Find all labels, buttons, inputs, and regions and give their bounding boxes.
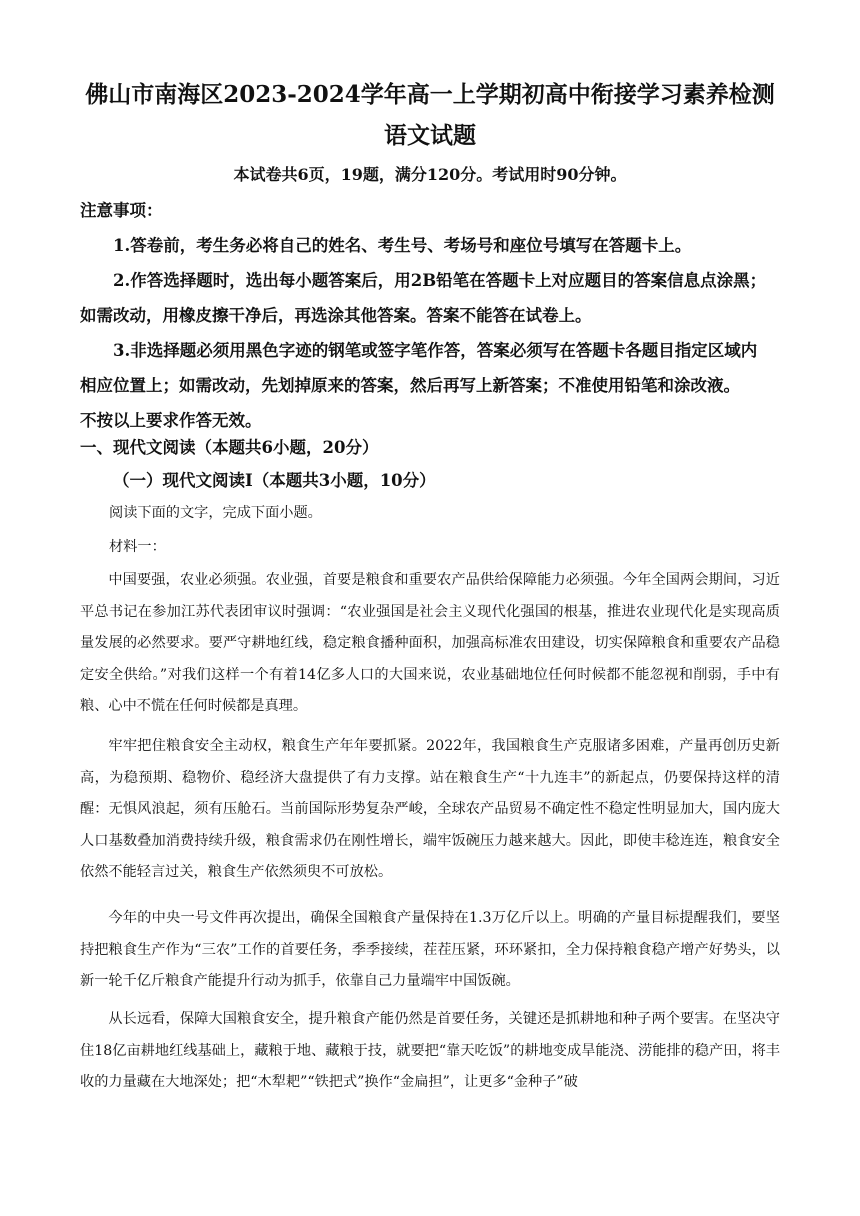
- notice-item-2: 2.作答选择题时，选出每小题答案后，用2B铅笔在答题卡上对应题目的答案信息点涂黑；: [113, 271, 767, 290]
- notice-item-3-end: 不按以上要求作答无效。: [80, 411, 262, 430]
- notice-heading: 注意事项：: [80, 201, 163, 220]
- notice-item-3-cont: 相应位置上；如需改动，先划掉原来的答案，然后再写上新答案；不准使用铅笔和涂改液。: [80, 376, 740, 395]
- paragraph-1: 中国要强，农业必须强。农业强，首要是粮食和重要农产品供给保障能力必须强。今年全国两会期间，习近平总书记在参加江苏代表团审议时强调：“农业强国是社会主义现代化强国的根基，推进农业现代化是实现高质量发展的必然要求。要严守耕地红线，稳定粮食播种面积，加强高标准农田建设，切实保障粮食和重要农产品稳定安全供给。”对我们这样一个有着14亿多人口的大国来说，农业基础地位任何时候都不能忽视和削弱，手中有粮、心中不慌在任何时候都是真理。: [80, 572, 780, 714]
- reading-instruction: 阅读下面的文字，完成下面小题。: [109, 505, 322, 521]
- exam-subject-title: 语文试题: [384, 122, 476, 149]
- paragraph-2: 牢牢把住粮食安全主动权，粮食生产年年要抓紧。2022年，我国粮食生产克服诸多困难，产量再创历史新高，为稳预期、稳物价、稳经济大盘提供了有力支撑。站在粮食生产“十九连丰”的新起点，仍要保持这样的清醒：无惧风浪起，须有压舱石。当前国际形势复杂严峻，全球农产品贸易不确定性不稳定性明显加大，国内庞大人口基数叠加消费持续升级，粮食需求仍在刚性增长，端牢饭碗压力越来越大。因此，即使丰稔连连，粮食安全依然不能轻言过关，粮食生产依然须臾不可放松。: [80, 738, 780, 880]
- exam-summary: 本试卷共6页，19题，满分120分。考试用时90分钟。: [233, 165, 627, 184]
- paragraph-3: 今年的中央一号文件再次提出，确保全国粮食产量保持在1.3万亿斤以上。明确的产量目标提醒我们，要坚持把粮食生产作为“三农”工作的首要任务，季季接续，茬茬压紧，环环紧扣，全力保持粮食稳产增产好势头，以新一轮千亿斤粮食产能提升行动为抓手，依靠自己力量端牢中国饭碗。: [80, 910, 780, 989]
- material-label: 材料一：: [109, 539, 166, 555]
- section-subheading: （一）现代文阅读Ⅰ（本题共3小题，10分）: [113, 471, 436, 490]
- notice-item-1: 1.答卷前，考生务必将自己的姓名、考生号、考场号和座位号填写在答题卡上。: [113, 236, 692, 255]
- notice-item-2-cont: 如需改动，用橡皮擦干净后，再选涂其他答案。答案不能答在试卷上。: [80, 306, 592, 325]
- notice-item-3: 3.非选择题必须用黑色字迹的钢笔或签字笔作答，答案必须写在答题卡各题目指定区域内: [113, 341, 758, 360]
- paragraph-4: 从长远看，保障大国粮食安全，提升粮食产能仍然是首要任务，关键还是抓耕地和种子两个要害。在坚决守住18亿亩耕地红线基础上，藏粮于地、藏粮于技，就要把“靠天吃饭”的耕地变成旱能浇、涝能排的稳产田，将丰收的力量藏在大地深处；把“木犁耙”“铁把式”换作“金扁担”，让更多“金种子”破: [80, 1011, 780, 1090]
- exam-title: 佛山市南海区2023-2024学年高一上学期初高中衔接学习素养检测: [85, 81, 775, 108]
- section-heading: 一、现代文阅读（本题共6小题，20分）: [80, 438, 379, 457]
